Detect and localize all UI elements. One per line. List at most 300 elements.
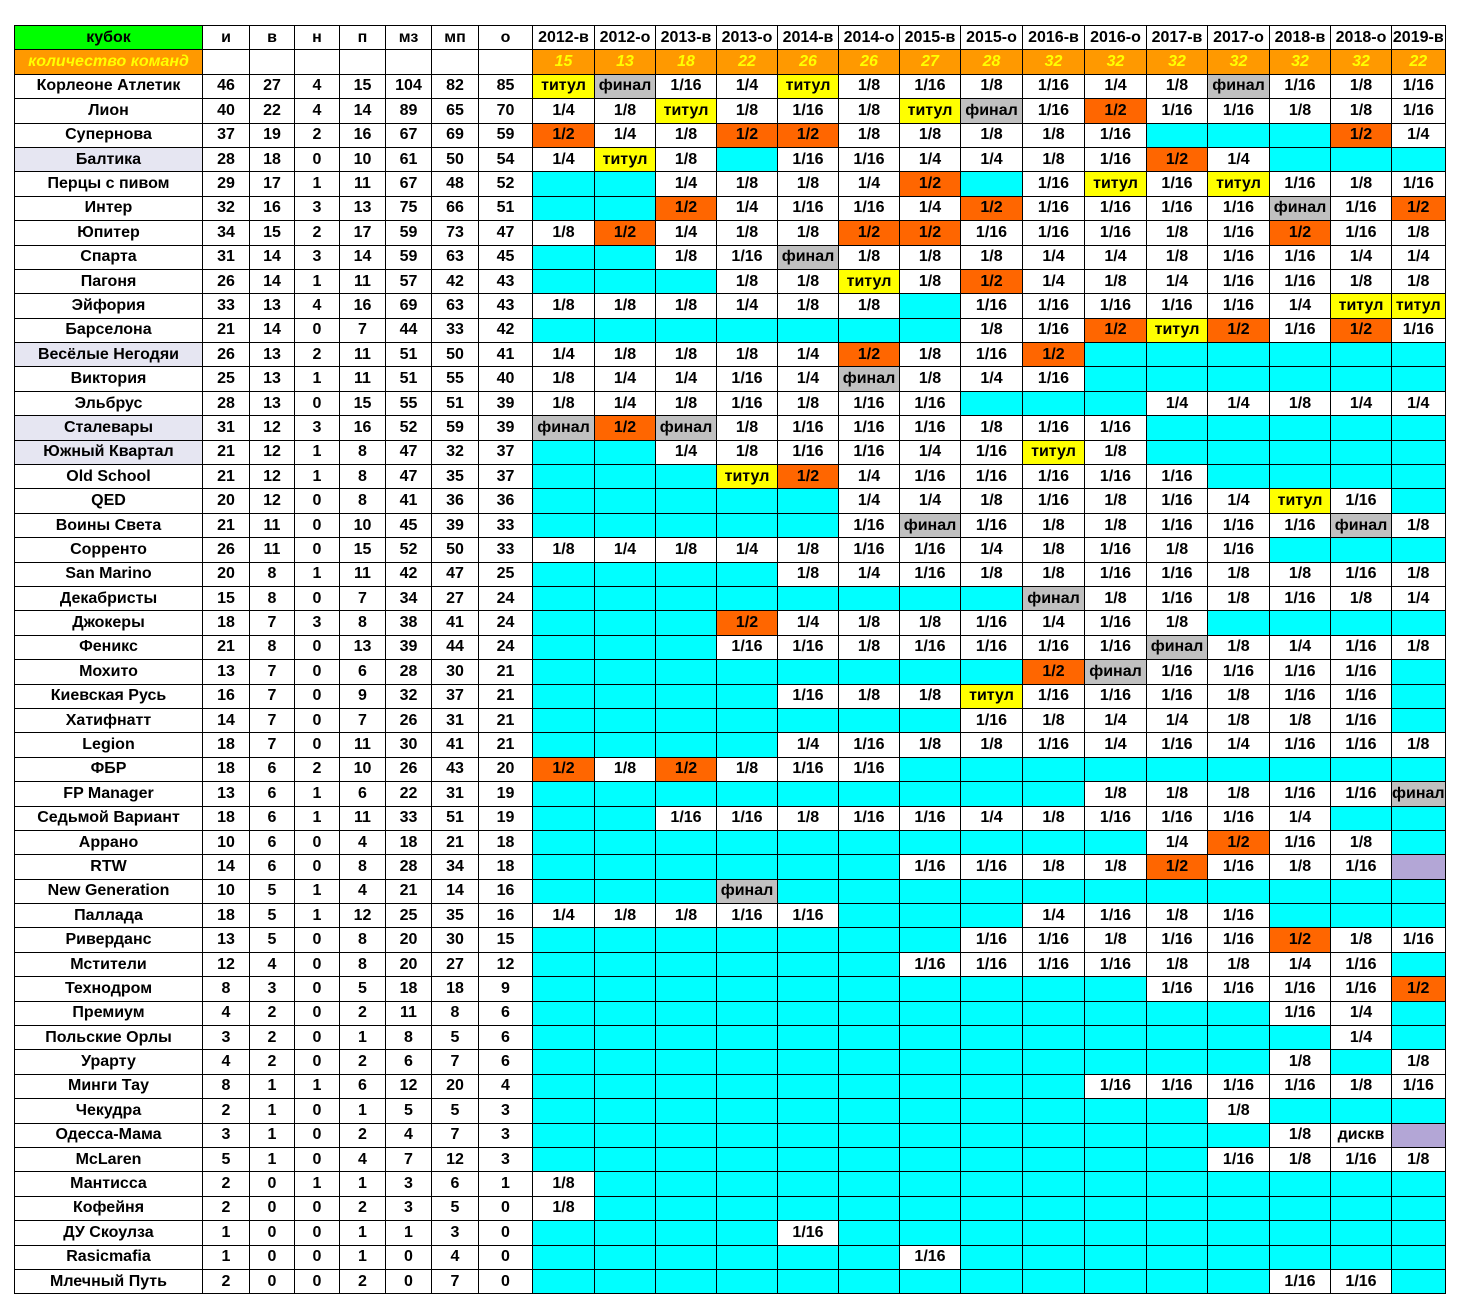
table-row — [15, 782, 1446, 806]
result-cell: 1/16 — [717, 635, 778, 659]
result-cell — [778, 1026, 839, 1050]
team-name: Декабристы — [15, 586, 203, 610]
result-cell: 1/2 — [1331, 123, 1392, 147]
result-cell — [1392, 1172, 1446, 1196]
result-cell: 1/4 — [1392, 586, 1446, 610]
result-cell — [1085, 1026, 1147, 1050]
result-cell — [839, 879, 900, 903]
result-cell: 1/8 — [778, 172, 839, 196]
result-cell: 1/8 — [656, 123, 717, 147]
result-cell: 1/2 — [778, 123, 839, 147]
result-cell — [961, 172, 1023, 196]
result-cell: 1/4 — [533, 99, 595, 123]
result-cell: 1/16 — [1023, 928, 1085, 952]
stat-cell: 25 — [386, 904, 432, 928]
stat-cell: 52 — [479, 172, 533, 196]
result-cell — [1023, 782, 1085, 806]
result-cell — [1147, 1050, 1208, 1074]
table-row — [15, 586, 1446, 610]
stat-header: в — [250, 26, 295, 50]
result-cell — [717, 318, 778, 342]
stat-cell: 18 — [479, 855, 533, 879]
result-cell: 1/8 — [778, 294, 839, 318]
result-cell — [1023, 1196, 1085, 1220]
result-cell: 1/8 — [1023, 147, 1085, 171]
stat-cell: 18 — [386, 977, 432, 1001]
result-cell — [1085, 367, 1147, 391]
table-row — [15, 660, 1446, 684]
stat-cell: 5 — [250, 879, 295, 903]
stat-cell: 12 — [203, 952, 250, 976]
result-cell: 1/8 — [778, 538, 839, 562]
stat-cell: 32 — [386, 684, 432, 708]
result-cell: 1/16 — [778, 440, 839, 464]
result-cell: 1/16 — [1085, 221, 1147, 245]
result-cell — [1331, 806, 1392, 830]
result-cell — [1392, 1221, 1446, 1245]
result-cell: 1/8 — [1023, 538, 1085, 562]
result-cell: 1/16 — [961, 708, 1023, 732]
result-cell — [961, 1026, 1023, 1050]
result-cell — [656, 928, 717, 952]
stat-cell: 8 — [340, 952, 386, 976]
stat-cell: 18 — [479, 830, 533, 854]
stat-cell: 1 — [203, 1221, 250, 1245]
result-cell — [595, 1147, 656, 1171]
result-cell — [595, 489, 656, 513]
stat-cell: 8 — [203, 977, 250, 1001]
stat-cell: 44 — [432, 635, 479, 659]
stat-cell: 13 — [250, 294, 295, 318]
result-cell — [900, 757, 961, 781]
result-cell — [717, 733, 778, 757]
stat-cell: 11 — [386, 1001, 432, 1025]
result-cell — [839, 855, 900, 879]
stat-cell: 2 — [295, 221, 340, 245]
stat-cell: 0 — [295, 318, 340, 342]
result-cell: 1/2 — [717, 611, 778, 635]
result-cell: 1/8 — [656, 391, 717, 415]
result-cell: 1/16 — [839, 416, 900, 440]
result-cell — [1331, 757, 1392, 781]
result-cell: 1/4 — [717, 294, 778, 318]
result-cell: 1/16 — [1147, 660, 1208, 684]
result-cell: 1/16 — [961, 221, 1023, 245]
stat-cell: 16 — [479, 879, 533, 903]
result-cell: 1/16 — [900, 416, 961, 440]
team-name: Мантисса — [15, 1172, 203, 1196]
result-cell: 1/8 — [717, 172, 778, 196]
table-row — [15, 855, 1446, 879]
result-cell — [1023, 977, 1085, 1001]
team-name: Супернова — [15, 123, 203, 147]
stat-cell: 4 — [340, 1147, 386, 1171]
stat-cell: 15 — [340, 74, 386, 98]
result-cell — [595, 465, 656, 489]
result-cell: 1/16 — [1147, 977, 1208, 1001]
result-cell — [1085, 1001, 1147, 1025]
result-cell: 1/16 — [1147, 586, 1208, 610]
result-cell — [533, 269, 595, 293]
result-cell: 1/8 — [839, 74, 900, 98]
result-cell: 1/16 — [1085, 806, 1147, 830]
stat-cell: 20 — [386, 928, 432, 952]
stat-cell: 8 — [250, 586, 295, 610]
stat-cell: 11 — [250, 538, 295, 562]
result-cell: 1/4 — [1270, 952, 1331, 976]
result-cell: 1/8 — [1023, 562, 1085, 586]
stat-cell: 2 — [340, 1269, 386, 1293]
result-cell: 1/8 — [1023, 855, 1085, 879]
result-cell: титул — [1208, 172, 1270, 196]
result-cell — [656, 1123, 717, 1147]
result-cell: 1/8 — [961, 245, 1023, 269]
stat-cell: 18 — [203, 806, 250, 830]
result-cell — [717, 928, 778, 952]
result-cell: 1/8 — [1147, 904, 1208, 928]
stat-cell: 57 — [386, 269, 432, 293]
result-cell: 1/4 — [1392, 123, 1446, 147]
season-header: 2013-о — [717, 26, 778, 50]
stat-cell: 8 — [340, 855, 386, 879]
result-cell: 1/2 — [1023, 343, 1085, 367]
result-cell: 1/16 — [778, 99, 839, 123]
result-cell — [778, 1269, 839, 1293]
result-cell — [839, 830, 900, 854]
result-cell — [1331, 440, 1392, 464]
stat-cell: 55 — [386, 391, 432, 415]
stat-cell: 36 — [432, 489, 479, 513]
stat-cell: 0 — [386, 1245, 432, 1269]
result-cell: 1/8 — [1208, 562, 1270, 586]
stat-cell: 0 — [479, 1221, 533, 1245]
stat-cell: 1 — [295, 904, 340, 928]
result-cell — [961, 586, 1023, 610]
stat-header: н — [295, 26, 340, 50]
stat-cell: 67 — [386, 172, 432, 196]
team-count-value: 32 — [1085, 50, 1147, 74]
stat-cell: 14 — [203, 708, 250, 732]
result-cell — [656, 1172, 717, 1196]
stat-cell: 16 — [340, 123, 386, 147]
table-row — [15, 1172, 1446, 1196]
table-row — [15, 123, 1446, 147]
stat-cell: 51 — [386, 343, 432, 367]
result-cell: 1/4 — [656, 221, 717, 245]
result-cell — [656, 269, 717, 293]
result-cell: титул — [1085, 172, 1147, 196]
result-cell: 1/16 — [1331, 977, 1392, 1001]
result-cell — [595, 513, 656, 537]
result-cell — [717, 855, 778, 879]
stat-cell: 3 — [386, 1196, 432, 1220]
result-cell: 1/16 — [1208, 538, 1270, 562]
result-cell — [1270, 343, 1331, 367]
stat-cell: 51 — [386, 367, 432, 391]
result-cell: 1/16 — [900, 538, 961, 562]
result-cell: 1/16 — [1085, 952, 1147, 976]
result-cell: 1/4 — [961, 806, 1023, 830]
stat-cell: 3 — [479, 1147, 533, 1171]
table-row — [15, 1099, 1446, 1123]
result-cell: 1/16 — [1208, 269, 1270, 293]
stat-cell: 26 — [386, 708, 432, 732]
result-cell: 1/16 — [1270, 245, 1331, 269]
result-cell — [839, 1245, 900, 1269]
stat-cell: 16 — [479, 904, 533, 928]
result-cell — [717, 1099, 778, 1123]
result-cell — [961, 1221, 1023, 1245]
stat-cell: 47 — [386, 440, 432, 464]
result-cell — [595, 1196, 656, 1220]
result-cell — [961, 1196, 1023, 1220]
result-cell — [1208, 1245, 1270, 1269]
result-cell — [1331, 879, 1392, 903]
stat-cell: 1 — [386, 1221, 432, 1245]
stat-cell: 43 — [479, 294, 533, 318]
stat-cell: 2 — [295, 343, 340, 367]
stat-cell: 12 — [340, 904, 386, 928]
result-cell — [900, 830, 961, 854]
result-cell: 1/8 — [839, 684, 900, 708]
result-cell — [533, 562, 595, 586]
stat-cell: 7 — [250, 733, 295, 757]
table-row — [15, 562, 1446, 586]
stat-cell: 16 — [250, 196, 295, 220]
stat-cell: 8 — [340, 928, 386, 952]
stat-cell: 0 — [479, 1245, 533, 1269]
result-cell — [961, 391, 1023, 415]
table-row — [15, 147, 1446, 171]
result-cell: 1/8 — [1085, 440, 1147, 464]
result-cell: 1/16 — [1331, 782, 1392, 806]
result-cell: 1/4 — [961, 367, 1023, 391]
result-cell — [656, 855, 717, 879]
result-cell — [1085, 1123, 1147, 1147]
result-cell: 1/8 — [595, 294, 656, 318]
stat-cell: 4 — [250, 952, 295, 976]
result-cell: титул — [961, 684, 1023, 708]
stat-cell: 14 — [250, 269, 295, 293]
result-cell: 1/8 — [533, 221, 595, 245]
result-cell — [595, 782, 656, 806]
result-cell: 1/16 — [961, 465, 1023, 489]
stat-cell: 8 — [203, 1074, 250, 1098]
stat-cell: 4 — [386, 1123, 432, 1147]
result-cell: 1/8 — [1331, 172, 1392, 196]
result-cell — [1392, 855, 1446, 879]
result-cell — [778, 489, 839, 513]
stat-cell: 0 — [295, 391, 340, 415]
result-cell — [1270, 147, 1331, 171]
result-cell: 1/8 — [1331, 1074, 1392, 1098]
stat-cell: 82 — [432, 74, 479, 98]
stat-cell: 2 — [203, 1196, 250, 1220]
result-cell: 1/16 — [900, 391, 961, 415]
team-name: Аррано — [15, 830, 203, 854]
table-row — [15, 440, 1446, 464]
stat-cell: 21 — [203, 440, 250, 464]
result-cell — [839, 660, 900, 684]
table-row — [15, 1196, 1446, 1220]
result-cell: 1/8 — [1392, 513, 1446, 537]
team-name: Паллада — [15, 904, 203, 928]
result-cell: 1/16 — [1023, 635, 1085, 659]
result-cell: финал — [778, 245, 839, 269]
result-cell: 1/16 — [1085, 635, 1147, 659]
stat-cell: 41 — [432, 733, 479, 757]
stat-cell: 0 — [295, 1099, 340, 1123]
result-cell: 1/4 — [1208, 733, 1270, 757]
stat-cell: 10 — [340, 757, 386, 781]
result-cell: 1/16 — [1208, 1074, 1270, 1098]
result-cell — [839, 928, 900, 952]
table-row — [15, 269, 1446, 293]
result-cell: 1/8 — [1147, 538, 1208, 562]
table-row — [15, 513, 1446, 537]
stat-cell: 0 — [295, 855, 340, 879]
result-cell: 1/4 — [778, 611, 839, 635]
result-cell: 1/8 — [1270, 1050, 1331, 1074]
result-cell — [533, 1026, 595, 1050]
result-cell — [1270, 611, 1331, 635]
stat-cell: 48 — [432, 172, 479, 196]
stat-cell: 14 — [340, 99, 386, 123]
stat-cell: 59 — [386, 245, 432, 269]
result-cell: 1/16 — [900, 806, 961, 830]
stat-cell: 51 — [479, 196, 533, 220]
result-cell: 1/16 — [1023, 465, 1085, 489]
result-cell — [717, 586, 778, 610]
result-cell — [656, 684, 717, 708]
stat-cell: 50 — [432, 343, 479, 367]
result-cell: 1/16 — [1208, 196, 1270, 220]
result-cell — [778, 1099, 839, 1123]
result-cell: титул — [900, 99, 961, 123]
result-cell — [1085, 879, 1147, 903]
result-cell — [595, 1123, 656, 1147]
result-cell: 1/16 — [839, 147, 900, 171]
result-cell — [1270, 757, 1331, 781]
stat-cell: 6 — [479, 1026, 533, 1050]
result-cell — [1331, 1196, 1392, 1220]
stat-cell: 7 — [340, 318, 386, 342]
result-cell — [961, 977, 1023, 1001]
stat-cell: 3 — [295, 611, 340, 635]
result-cell: 1/8 — [900, 245, 961, 269]
result-cell: 1/8 — [656, 538, 717, 562]
stat-cell: 54 — [479, 147, 533, 171]
result-cell — [533, 1099, 595, 1123]
result-cell — [778, 879, 839, 903]
result-cell — [1270, 1099, 1331, 1123]
result-cell — [961, 782, 1023, 806]
stat-cell: 1 — [250, 1074, 295, 1098]
result-cell: 1/8 — [656, 147, 717, 171]
team-count-value: 32 — [1270, 50, 1331, 74]
result-cell: 1/16 — [1147, 196, 1208, 220]
team-name: Эйфория — [15, 294, 203, 318]
result-cell — [533, 928, 595, 952]
result-cell: 1/2 — [656, 196, 717, 220]
stat-cell: 13 — [250, 343, 295, 367]
result-cell — [595, 928, 656, 952]
stat-cell: 52 — [386, 538, 432, 562]
team-count-blank — [479, 50, 533, 74]
stat-cell: 39 — [432, 513, 479, 537]
header-row — [15, 26, 1446, 50]
stat-cell: 1 — [250, 1147, 295, 1171]
stat-cell: 0 — [295, 635, 340, 659]
result-cell — [1147, 1269, 1208, 1293]
result-cell — [717, 708, 778, 732]
stat-cell: 89 — [386, 99, 432, 123]
result-cell — [900, 1074, 961, 1098]
stat-cell: 0 — [479, 1196, 533, 1220]
stat-cell: 59 — [479, 123, 533, 147]
result-cell: 1/8 — [1208, 684, 1270, 708]
result-cell: 1/16 — [1270, 977, 1331, 1001]
result-cell: 1/16 — [717, 391, 778, 415]
result-cell — [533, 1074, 595, 1098]
result-cell — [1208, 1172, 1270, 1196]
result-cell — [717, 1172, 778, 1196]
stat-cell: 18 — [203, 757, 250, 781]
result-cell: 1/4 — [1085, 245, 1147, 269]
result-cell — [717, 660, 778, 684]
result-cell: 1/4 — [839, 465, 900, 489]
result-cell: 1/8 — [1085, 513, 1147, 537]
result-cell — [595, 684, 656, 708]
team-name: Южный Квартал — [15, 440, 203, 464]
result-cell — [1392, 806, 1446, 830]
result-cell — [900, 294, 961, 318]
stat-cell: 3 — [203, 1026, 250, 1050]
result-cell — [656, 1026, 717, 1050]
stat-cell: 16 — [340, 416, 386, 440]
team-name: Юпитер — [15, 221, 203, 245]
result-cell: 1/16 — [1331, 562, 1392, 586]
result-cell: 1/8 — [778, 391, 839, 415]
stat-cell: 34 — [203, 221, 250, 245]
stat-cell: 21 — [386, 879, 432, 903]
team-name: Виктория — [15, 367, 203, 391]
stat-cell: 11 — [250, 513, 295, 537]
stat-cell: 16 — [203, 684, 250, 708]
table-row — [15, 928, 1446, 952]
stat-cell: 7 — [432, 1269, 479, 1293]
result-cell — [717, 489, 778, 513]
result-cell: 1/16 — [1331, 660, 1392, 684]
result-cell: 1/8 — [717, 343, 778, 367]
result-cell: 1/16 — [1085, 465, 1147, 489]
result-cell — [595, 611, 656, 635]
result-cell: 1/4 — [1270, 635, 1331, 659]
stat-cell: 11 — [340, 806, 386, 830]
stat-cell: 44 — [386, 318, 432, 342]
result-cell — [595, 1074, 656, 1098]
result-cell: 1/16 — [1392, 318, 1446, 342]
result-cell — [1331, 538, 1392, 562]
result-cell — [1331, 1099, 1392, 1123]
result-cell: 1/4 — [961, 538, 1023, 562]
stat-cell: 65 — [432, 99, 479, 123]
stat-cell: 20 — [386, 952, 432, 976]
result-cell: титул — [1270, 489, 1331, 513]
result-cell — [1085, 1221, 1147, 1245]
stat-cell: 10 — [340, 147, 386, 171]
result-cell: титул — [778, 74, 839, 98]
